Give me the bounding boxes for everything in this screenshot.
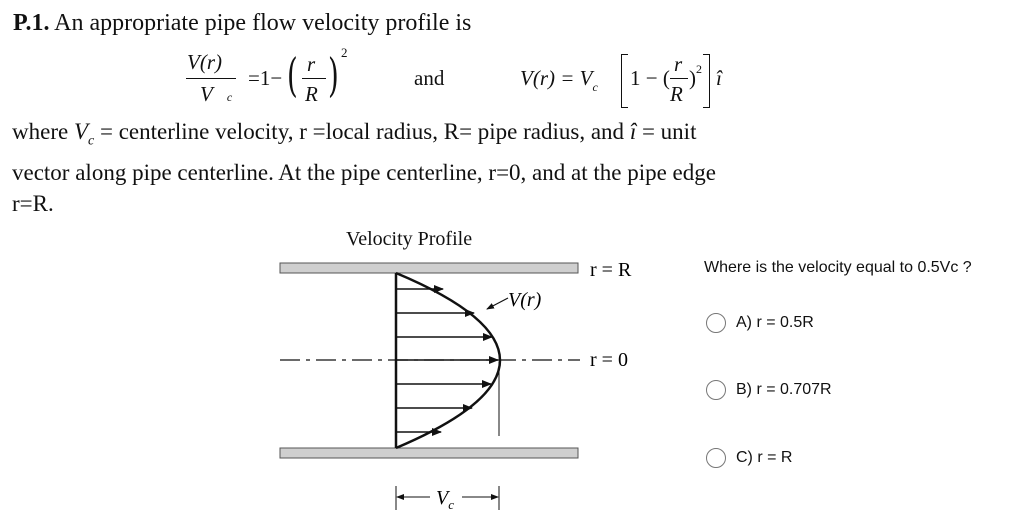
eq1-exponent: 2 <box>341 45 348 60</box>
option-b[interactable] <box>706 380 832 400</box>
eq2-close-paren: ) <box>689 66 696 90</box>
diagram-title: Velocity Profile <box>346 228 473 250</box>
eq2-exponent: 2 <box>696 62 702 76</box>
eq1-numerator: V(r) <box>187 50 222 74</box>
option-a[interactable] <box>706 313 814 333</box>
eq2-lhs: $V(r) = V_c$ <box>520 66 598 94</box>
problem-number: P.1. <box>13 10 50 36</box>
equations-connector: and <box>414 66 445 90</box>
radio-option-b[interactable] <box>706 380 726 400</box>
eq1-inner-num: r <box>307 52 316 76</box>
eq2-one-minus: 1 − ( <box>630 66 670 90</box>
label-r-equals-0: r = 0 <box>590 349 628 371</box>
eq1-right-paren: ) <box>328 48 339 102</box>
eq1-inner-den: R <box>305 82 318 106</box>
description-line-2: vector along pipe centerline. At the pipe centerline, r=0, and at the pipe edge <box>12 159 716 185</box>
option-a-label: A) r = 0.5R <box>736 314 814 331</box>
eq2-unit-vector: î <box>716 66 722 90</box>
quiz-question: Where is the velocity equal to 0.5Vc ? <box>704 259 972 276</box>
option-c-label: C) r = R <box>736 449 793 466</box>
radio-option-c[interactable] <box>706 448 726 468</box>
pipe-top-wall <box>280 263 578 273</box>
description-line-1: where $V_c$ = centerline velocity, r =local radius, R= pipe radius, and î = unit <box>12 119 697 149</box>
eq1-denominator: V c <box>200 82 233 106</box>
label-r-equals-R: r = R <box>590 259 632 281</box>
option-b-label: B) r = 0.707R <box>736 381 832 398</box>
radio-option-a[interactable] <box>706 313 726 333</box>
description-line-3: r=R. <box>12 190 54 216</box>
eq2-inner-num: r <box>674 52 683 76</box>
problem-intro: An appropriate pipe flow velocity profile is <box>49 10 472 36</box>
option-c[interactable] <box>706 448 792 468</box>
label-vc: $V_c$ <box>436 487 454 512</box>
eq2-inner-den: R <box>670 82 683 106</box>
vr-leader-arrow <box>487 298 508 309</box>
eq1-one-minus: =1− <box>248 66 283 90</box>
eq1-left-paren: ( <box>287 48 298 102</box>
label-v-of-r: V(r) <box>508 289 542 311</box>
pipe-bottom-wall <box>280 448 578 458</box>
